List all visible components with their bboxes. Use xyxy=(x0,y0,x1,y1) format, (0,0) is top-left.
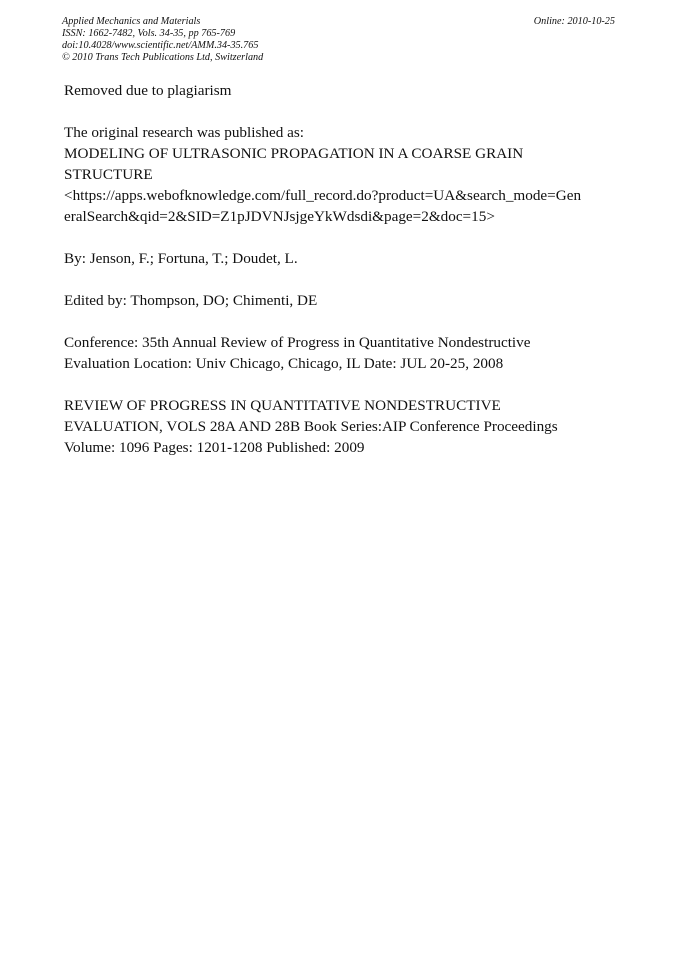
original-intro: The original research was published as: xyxy=(64,124,304,141)
removal-notice xyxy=(64,80,624,101)
online-date: Online: 2010-10-25 xyxy=(533,16,615,27)
issn-line: ISSN: 1662-7482, Vols. 34-35, pp 765-769 xyxy=(62,28,236,39)
series-line: Volume: 1096 Pages: 1201-1208 Published: 2009 xyxy=(64,439,365,456)
journal-name: Applied Mechanics and Materials xyxy=(62,16,201,27)
document-body xyxy=(64,80,624,479)
editors-line: Edited by: Thompson, DO; Chimenti, DE xyxy=(64,292,318,309)
original-publication xyxy=(64,122,624,227)
conference-line: Conference: 35th Annual Review of Progress in Quantitative Nondestructive xyxy=(64,334,531,351)
series-line: REVIEW OF PROGRESS IN QUANTITATIVE NONDESTRUCTIVE xyxy=(64,397,501,414)
doi-line: doi:10.4028/www.scientific.net/AMM.34-35.765 xyxy=(62,40,259,51)
copyright-line: © 2010 Trans Tech Publications Ltd, Switzerland xyxy=(62,52,264,63)
record-url-line: <https://apps.webofknowledge.com/full_record.do?product=UA&search_mode=Gen xyxy=(64,187,582,204)
authors-paragraph xyxy=(64,248,624,269)
paper-title-line: STRUCTURE xyxy=(64,166,153,183)
conference-line: Evaluation Location: Univ Chicago, Chicago, IL Date: JUL 20-25, 2008 xyxy=(64,355,504,372)
series-paragraph xyxy=(64,395,624,458)
record-url-line: eralSearch&qid=2&SID=Z1pJDVNJsjgeYkWdsdi&page=2&doc=15> xyxy=(64,208,495,225)
conference-paragraph xyxy=(64,332,624,374)
paper-title-line: MODELING OF ULTRASONIC PROPAGATION IN A COARSE GRAIN xyxy=(64,145,524,162)
authors-line: By: Jenson, F.; Fortuna, T.; Doudet, L. xyxy=(64,250,298,267)
removal-notice-text: Removed due to plagiarism xyxy=(64,82,232,99)
publication-info xyxy=(62,16,263,64)
series-line: EVALUATION, VOLS 28A AND 28B Book Series:AIP Conference Proceedings xyxy=(64,418,558,435)
editors-paragraph xyxy=(64,290,624,311)
